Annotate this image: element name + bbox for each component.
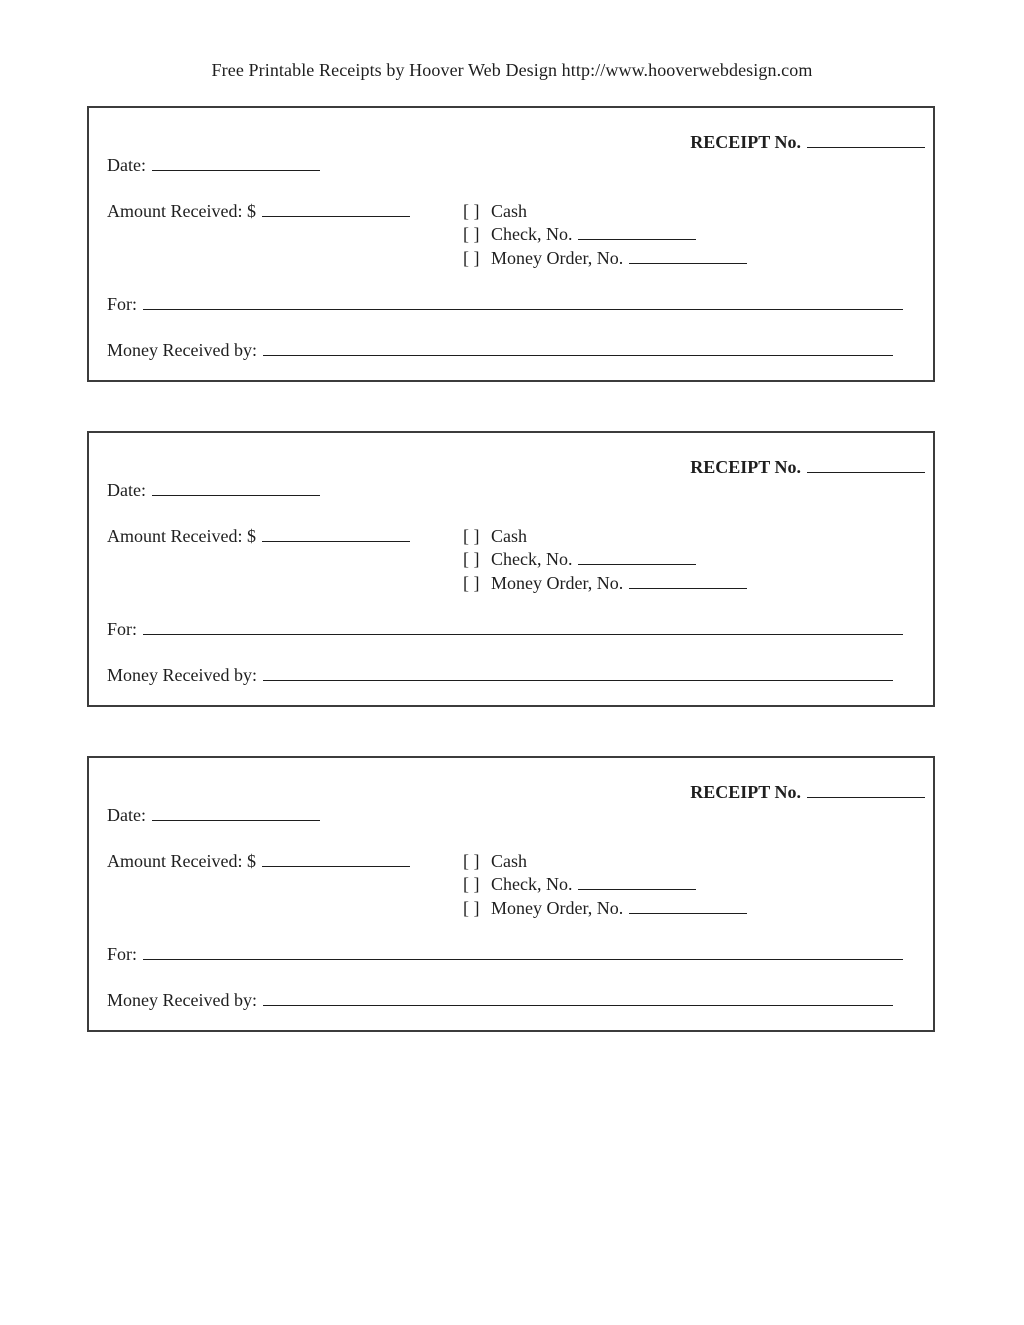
received-by-label: Money Received by: [107, 665, 257, 685]
received-by-field[interactable] [263, 665, 893, 681]
amount-field[interactable] [262, 851, 410, 867]
check-number-field[interactable] [578, 874, 696, 890]
payment-option-money-order [463, 248, 747, 269]
date-row [107, 805, 320, 826]
for-field[interactable] [143, 619, 903, 635]
receipt-number-field[interactable] [807, 132, 925, 148]
amount-label: Amount Received: $ [107, 851, 256, 871]
check-label: Check, No. [491, 224, 573, 244]
date-label: Date: [107, 805, 146, 825]
receipt-form-1 [87, 106, 935, 382]
payment-option-check [463, 224, 696, 245]
date-label: Date: [107, 480, 146, 500]
amount-field[interactable] [262, 201, 410, 217]
payment-option-check [463, 874, 696, 895]
payment-option-money-order [463, 573, 747, 594]
money-order-label: Money Order, No. [491, 898, 624, 918]
received-by-field[interactable] [263, 340, 893, 356]
for-field[interactable] [143, 944, 903, 960]
received-by-label: Money Received by: [107, 990, 257, 1010]
for-row [107, 294, 903, 315]
date-field[interactable] [152, 480, 320, 496]
money-order-checkbox[interactable]: [ ] [463, 573, 480, 593]
for-label: For: [107, 619, 138, 639]
check-checkbox[interactable]: [ ] [463, 224, 480, 244]
receipt-number-row [690, 782, 925, 803]
cash-checkbox[interactable]: [ ] [463, 526, 480, 546]
receipt-number-label: RECEIPT No. [690, 457, 801, 477]
check-label: Check, No. [491, 549, 573, 569]
money-order-label: Money Order, No. [491, 573, 624, 593]
amount-row [107, 201, 410, 222]
date-row [107, 155, 320, 176]
receipt-number-row [690, 132, 925, 153]
receipt-number-row [690, 457, 925, 478]
money-order-number-field[interactable] [629, 898, 747, 914]
check-checkbox[interactable]: [ ] [463, 874, 480, 894]
receipt-number-field[interactable] [807, 782, 925, 798]
received-by-row [107, 340, 893, 361]
amount-row [107, 526, 410, 547]
check-number-field[interactable] [578, 224, 696, 240]
cash-label: Cash [491, 851, 527, 871]
money-order-checkbox[interactable]: [ ] [463, 898, 480, 918]
money-order-label: Money Order, No. [491, 248, 624, 268]
date-field[interactable] [152, 805, 320, 821]
received-by-label: Money Received by: [107, 340, 257, 360]
received-by-field[interactable] [263, 990, 893, 1006]
amount-row [107, 851, 410, 872]
cash-label: Cash [491, 201, 527, 221]
payment-option-cash [463, 851, 527, 872]
page-title: Free Printable Receipts by Hoover Web Design http://www.hooverwebdesign.com [211, 60, 813, 80]
date-row [107, 480, 320, 501]
money-order-number-field[interactable] [629, 248, 747, 264]
money-order-checkbox[interactable]: [ ] [463, 248, 480, 268]
payment-option-check [463, 549, 696, 570]
check-label: Check, No. [491, 874, 573, 894]
cash-checkbox[interactable]: [ ] [463, 851, 480, 871]
cash-label: Cash [491, 526, 527, 546]
for-row [107, 619, 903, 640]
for-label: For: [107, 944, 138, 964]
payment-option-cash [463, 526, 527, 547]
receipt-number-label: RECEIPT No. [690, 132, 801, 152]
amount-label: Amount Received: $ [107, 526, 256, 546]
payment-option-cash [463, 201, 527, 222]
check-checkbox[interactable]: [ ] [463, 549, 480, 569]
check-number-field[interactable] [578, 549, 696, 565]
date-field[interactable] [152, 155, 320, 171]
amount-label: Amount Received: $ [107, 201, 256, 221]
amount-field[interactable] [262, 526, 410, 542]
received-by-row [107, 990, 893, 1011]
receipt-form-2 [87, 431, 935, 707]
cash-checkbox[interactable]: [ ] [463, 201, 480, 221]
for-label: For: [107, 294, 138, 314]
date-label: Date: [107, 155, 146, 175]
money-order-number-field[interactable] [629, 573, 747, 589]
receipt-form-3 [87, 756, 935, 1032]
receipt-number-label: RECEIPT No. [690, 782, 801, 802]
for-row [107, 944, 903, 965]
for-field[interactable] [143, 294, 903, 310]
received-by-row [107, 665, 893, 686]
payment-option-money-order [463, 898, 747, 919]
receipt-number-field[interactable] [807, 457, 925, 473]
